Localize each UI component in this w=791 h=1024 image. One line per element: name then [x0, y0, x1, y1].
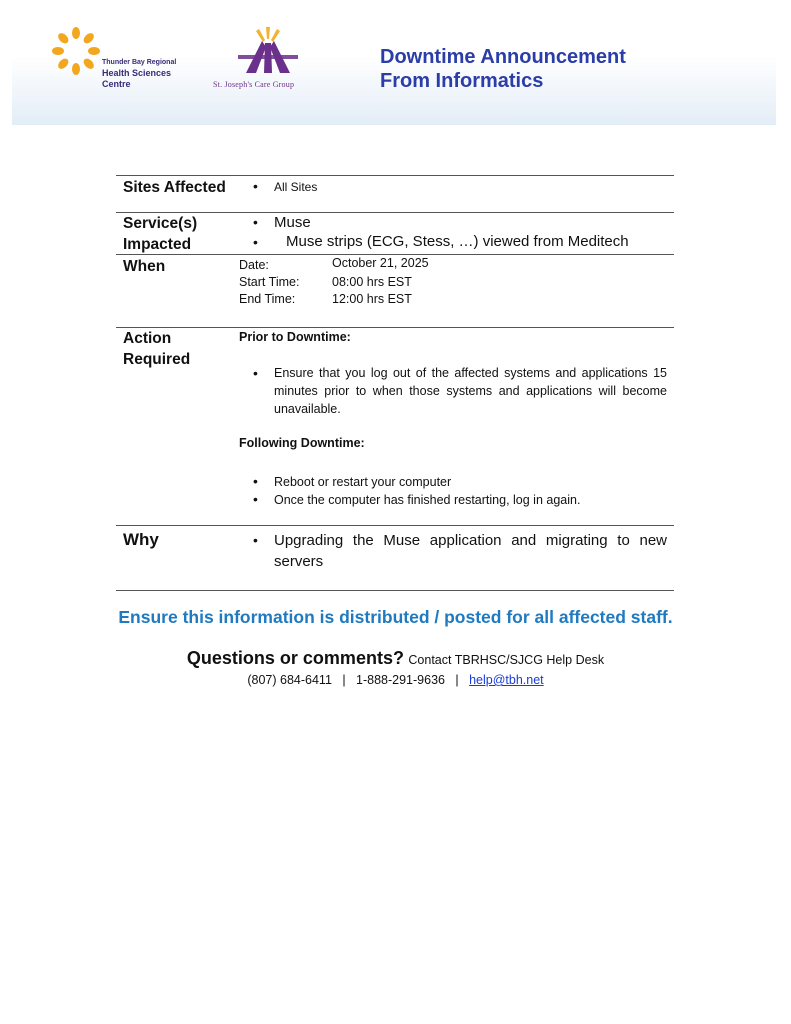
start-time-value: 08:00 hrs EST — [332, 275, 412, 289]
table-divider — [116, 525, 674, 526]
service-item: Muse strips (ECG, Stess, …) viewed from Meditech — [286, 233, 629, 250]
table-divider — [116, 327, 674, 328]
thunder-bay-logo-text — [102, 57, 176, 90]
bullet-icon: • — [253, 214, 258, 230]
help-email-link[interactable]: help@tbh.net — [469, 673, 544, 687]
bullet-icon: • — [253, 178, 258, 194]
why-label: Why — [123, 530, 159, 549]
end-time-value: 12:00 hrs EST — [332, 292, 412, 306]
st-josephs-cross-logo-icon — [232, 25, 304, 81]
table-divider — [116, 590, 674, 591]
table-divider — [116, 212, 674, 213]
action-required-label — [123, 328, 190, 370]
why-item: Upgrading the Muse application and migrating to new servers — [274, 532, 667, 570]
separator: | — [342, 673, 346, 687]
title-line2: From Informatics — [380, 70, 544, 92]
table-divider — [116, 254, 674, 255]
questions-heading: Questions or comments? — [186, 648, 404, 668]
bullet-icon: • — [253, 473, 258, 489]
date-label: Date: — [239, 258, 269, 272]
table-divider — [116, 175, 674, 176]
action-label-line2: Required — [123, 351, 191, 368]
following-downtime-heading: Following Downtime: — [239, 436, 365, 450]
services-impacted-label — [123, 213, 197, 255]
bullet-icon: • — [253, 491, 258, 507]
end-time-label: End Time: — [239, 292, 296, 306]
following-item: Reboot or restart your computer — [274, 475, 452, 489]
services-label-line2: Impacted — [123, 236, 192, 253]
following-item: Once the computer has finished restarting, log in again. — [274, 493, 581, 507]
thunder-bay-sun-logo-icon — [52, 27, 100, 75]
distribution-notice: Ensure this information is distributed / posted for all affected staff. — [118, 607, 673, 627]
when-label: When — [123, 258, 166, 275]
prior-item: Ensure that you log out of the affected systems and applications 15 minutes prior to when those systems and applications will become unavailable. — [274, 366, 667, 416]
phone-local: (807) 684-6411 — [247, 673, 332, 687]
action-label-line1: Action — [123, 330, 172, 347]
separator: | — [455, 673, 459, 687]
page-title — [380, 45, 626, 93]
services-label-line1: Service(s) — [123, 215, 198, 232]
bullet-icon: • — [253, 234, 258, 250]
title-line1: Downtime Announcement — [380, 46, 626, 68]
sites-affected-label: Sites Affected — [123, 179, 226, 196]
questions-line — [0, 648, 791, 669]
contact-line — [0, 673, 791, 687]
date-value: October 21, 2025 — [332, 256, 429, 270]
st-josephs-logo-text: St. Joseph's Care Group — [213, 80, 295, 89]
bullet-icon: • — [253, 532, 258, 548]
tb-logo-line1: Thunder Bay Regional — [102, 59, 177, 66]
tb-logo-line3: Centre — [102, 79, 131, 89]
help-desk-text: Contact TBRHSC/SJCG Help Desk — [408, 653, 605, 667]
prior-downtime-heading: Prior to Downtime: — [239, 330, 351, 344]
sites-item: All Sites — [274, 180, 318, 194]
tb-logo-line2: Health Sciences — [102, 68, 172, 78]
bullet-icon: • — [253, 365, 258, 381]
service-item: Muse — [274, 214, 311, 231]
phone-tollfree: 1-888-291-9636 — [356, 673, 445, 687]
page-header — [12, 0, 776, 125]
start-time-label: Start Time: — [239, 275, 300, 289]
